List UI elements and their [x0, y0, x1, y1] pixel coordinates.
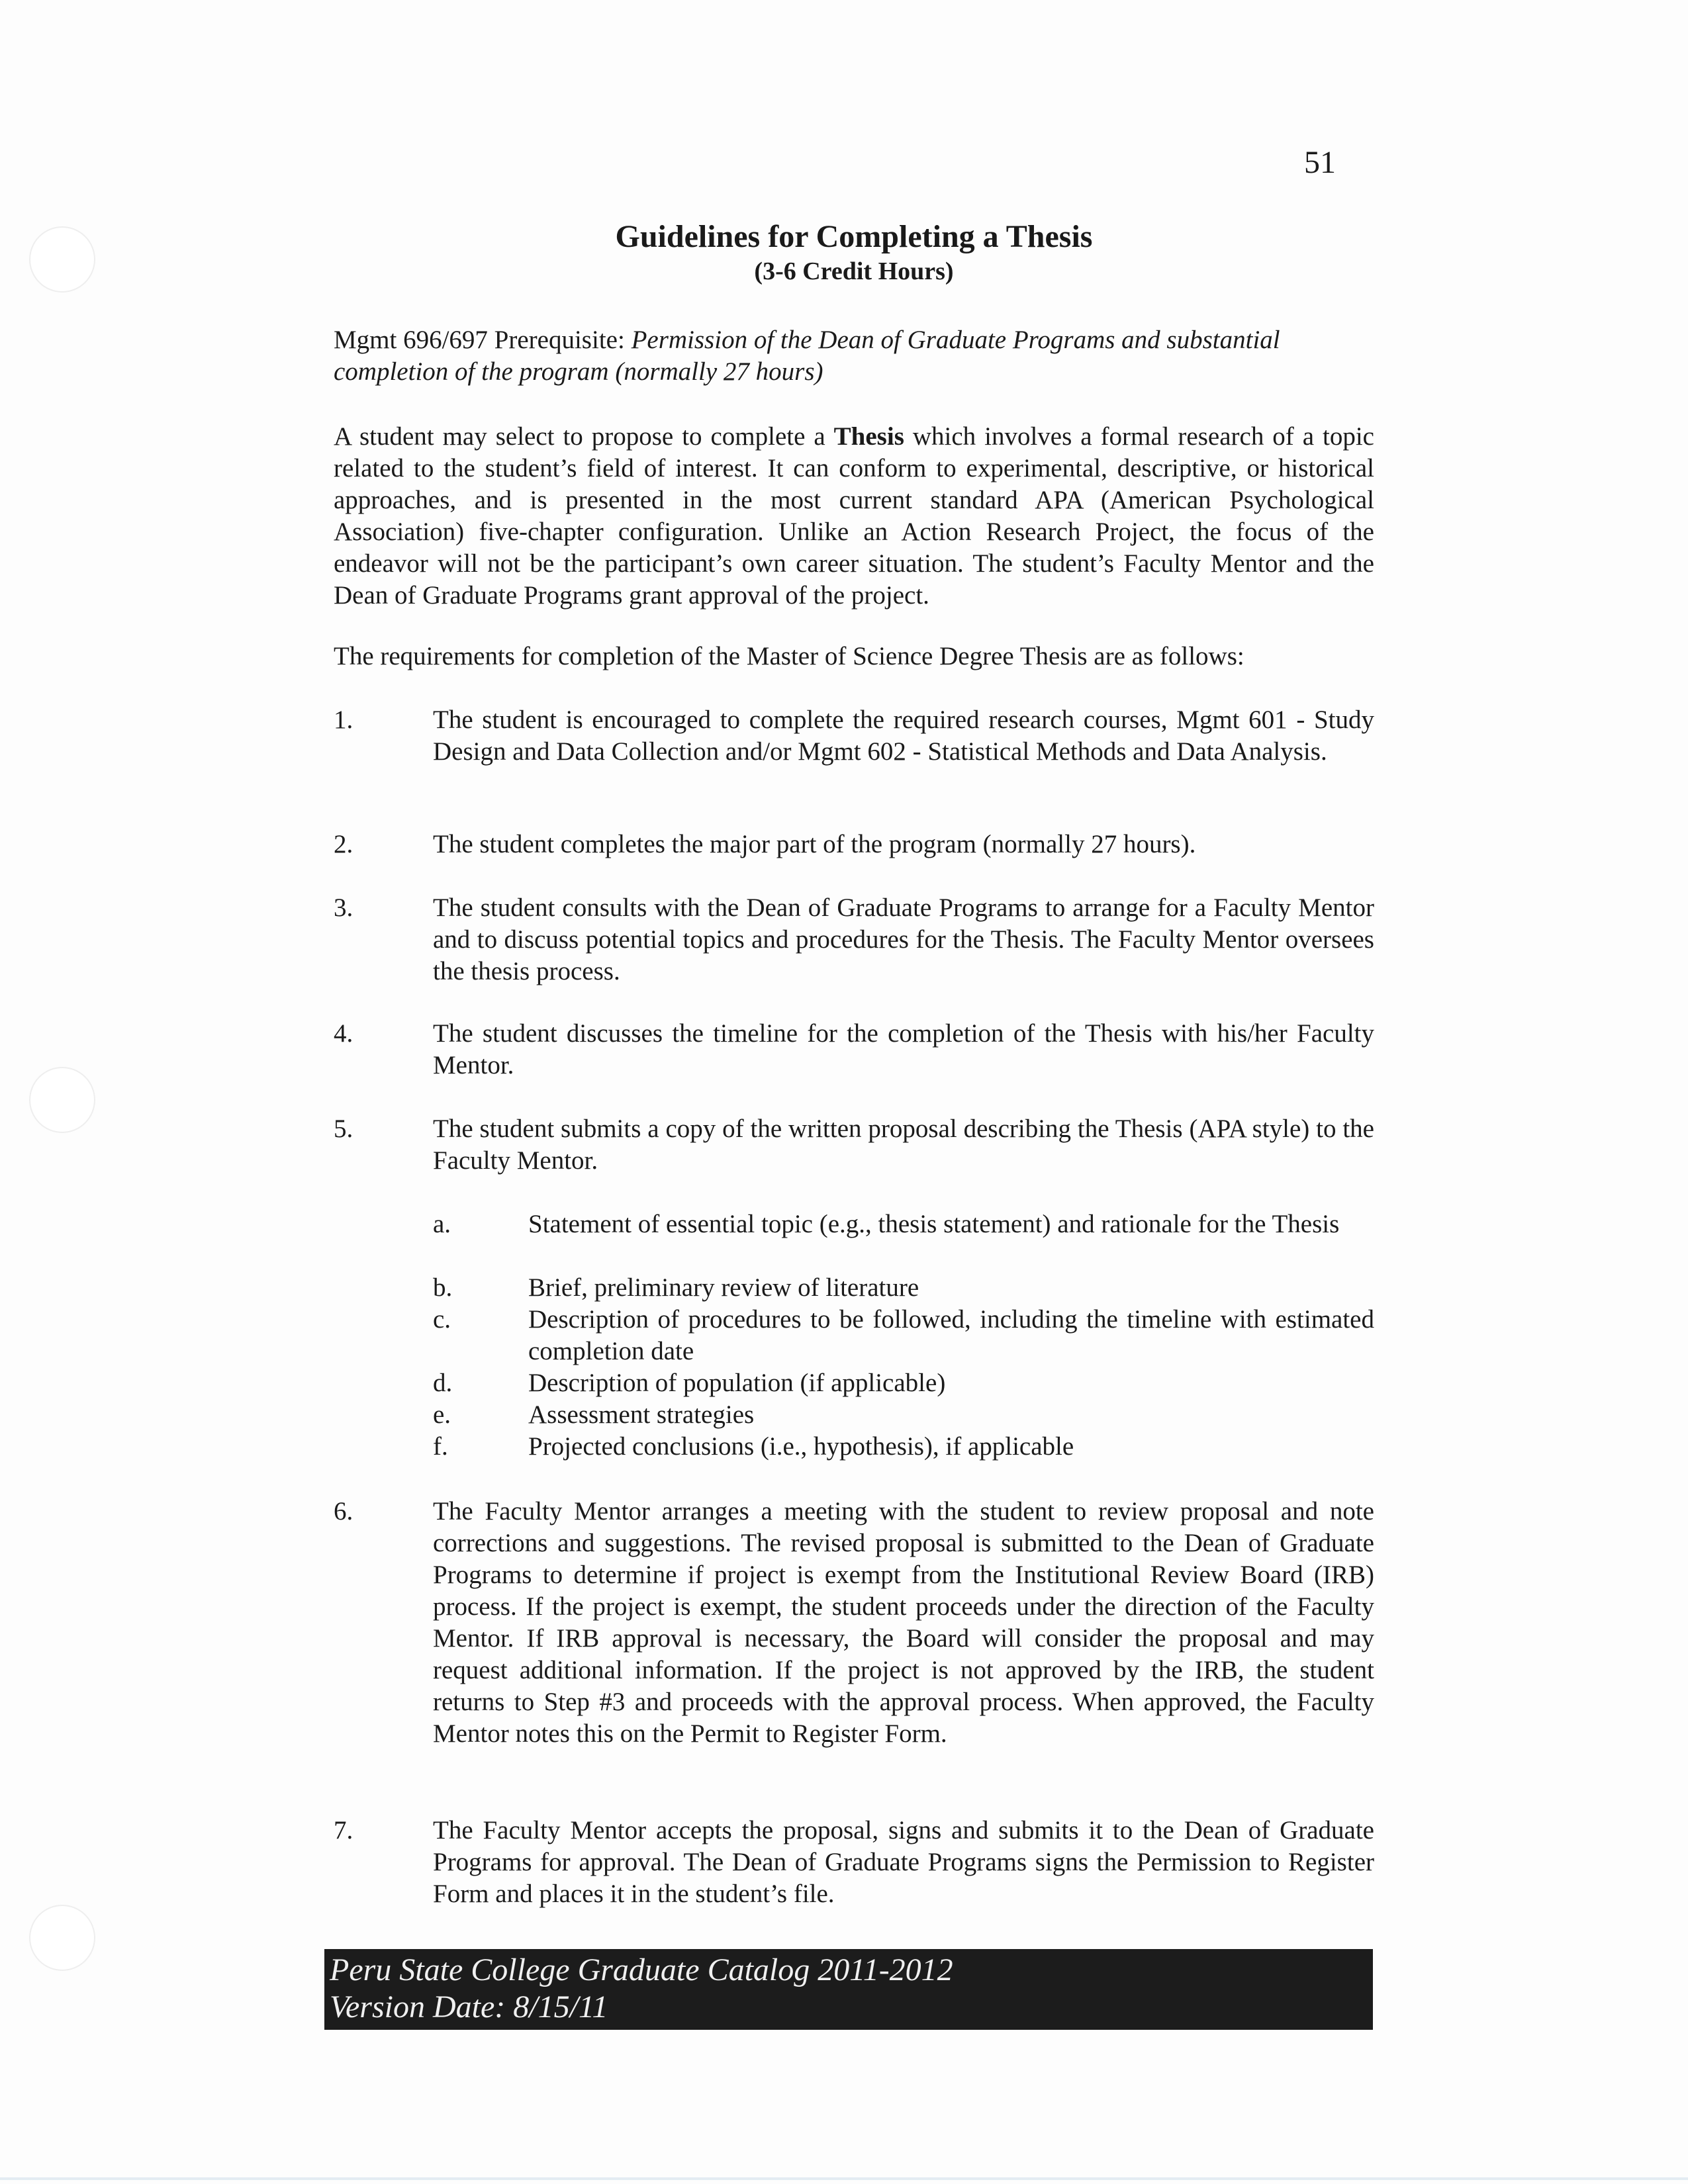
step-text: The student submits a copy of the written proposal describing the Thesis (APA style) to the Faculty Mentor. — [433, 1115, 1374, 1175]
intro-before: A student may select to propose to complete a — [334, 422, 834, 451]
sub-item-text: Assessment strategies — [528, 1400, 755, 1429]
binder-hole-bottom — [29, 1905, 95, 1971]
step-number: 4. — [334, 1019, 353, 1048]
step-text: The student consults with the Dean of Graduate Programs to arrange for a Faculty Mentor and to discuss potential topics and procedures for the Thesis. The Faculty Mentor oversees the thesis process. — [433, 893, 1374, 985]
step-text: The Faculty Mentor arranges a meeting with the student to review proposal and note corrections and suggestions. The revised proposal is submitted to the Dean of Graduate Programs to determine if project is exempt from the Institutional Review Board (IRB) process. If the project is exempt, the student proceeds under the direction of the Faculty Mentor. If IRB approval is necessary, the Board will consider the proposal and may request additional information. If the project is not approved by the IRB, the student returns to Step #3 and proceeds with the approval process. When approved, the Faculty Mentor notes this on the Permit to Register Form. — [433, 1497, 1374, 1748]
scan-edge-line — [0, 2177, 1688, 2180]
step-text: The student is encouraged to complete the required research courses, Mgmt 601 - Study Design and Data Collection and/or Mgmt 602 - Statistical Methods and Data Analysis. — [433, 705, 1374, 766]
prerequisite-paragraph — [334, 324, 1374, 388]
sub-item-text: Projected conclusions (i.e., hypothesis), if applicable — [528, 1432, 1074, 1461]
sub-item-letter: d. — [433, 1369, 453, 1397]
intro-paragraph — [334, 421, 1374, 612]
prerequisite-text: Permission of the Dean of Graduate Programs and substantial completion of the program (normally 27 hours) — [334, 326, 1280, 386]
step-text: The Faculty Mentor accepts the proposal, signs and submits it to the Dean of Graduate Programs for approval. The Dean of Graduate Programs signs the Permission to Register Form and places it in the student’s file. — [433, 1816, 1374, 1908]
page-number: 51 — [1304, 145, 1336, 180]
page-subtitle: (3-6 Credit Hours) — [754, 257, 954, 285]
sub-item-letter: f. — [433, 1432, 448, 1461]
step-number: 7. — [334, 1816, 353, 1844]
binder-hole-middle — [29, 1067, 95, 1133]
step-number: 1. — [334, 705, 353, 734]
catalog-footer-banner — [324, 1949, 1373, 2030]
sub-item-text: Brief, preliminary review of literature — [528, 1273, 919, 1302]
sub-item-text: Description of population (if applicable) — [528, 1369, 946, 1397]
step-text: The student discusses the timeline for the completion of the Thesis with his/her Faculty Mentor. — [433, 1019, 1374, 1079]
prerequisite-label: Mgmt 696/697 Prerequisite: — [334, 326, 632, 354]
step-number: 3. — [334, 893, 353, 922]
step-number: 6. — [334, 1497, 353, 1525]
sub-item-letter: e. — [433, 1400, 451, 1429]
step-number: 5. — [334, 1115, 353, 1143]
requirements-intro: The requirements for completion of the Master of Science Degree Thesis are as follows: — [334, 642, 1244, 670]
sub-item-text: Description of procedures to be followed, including the timeline with estimated completion date — [528, 1305, 1374, 1365]
binder-hole-top — [29, 226, 95, 293]
sub-item-letter: a. — [433, 1210, 451, 1238]
intro-bold-term: Thesis — [833, 422, 904, 451]
step-number: 2. — [334, 830, 353, 858]
page-title: Guidelines for Completing a Thesis — [615, 219, 1093, 254]
footer-version-date: Version Date: 8/15/11 — [330, 1989, 608, 2025]
footer-catalog-title: Peru State College Graduate Catalog 2011-2012 — [330, 1952, 953, 1987]
step-text: The student completes the major part of the program (normally 27 hours). — [433, 830, 1196, 858]
sub-item-letter: b. — [433, 1273, 453, 1302]
intro-after: which involves a formal research of a topic related to the student’s field of interest. It can conform to experimental, descriptive, or historical approaches, and is presented in the most current standard APA (American Psychological Association) five-chapter configuration. Unlike an Action Research Project, the focus of the endeavor will not be the participant’s own career situation. The student’s Faculty Mentor and the Dean of Graduate Programs grant approval of the project. — [334, 422, 1374, 610]
sub-item-text: Statement of essential topic (e.g., thesis statement) and rationale for the Thesis — [528, 1210, 1340, 1238]
sub-item-letter: c. — [433, 1305, 451, 1334]
